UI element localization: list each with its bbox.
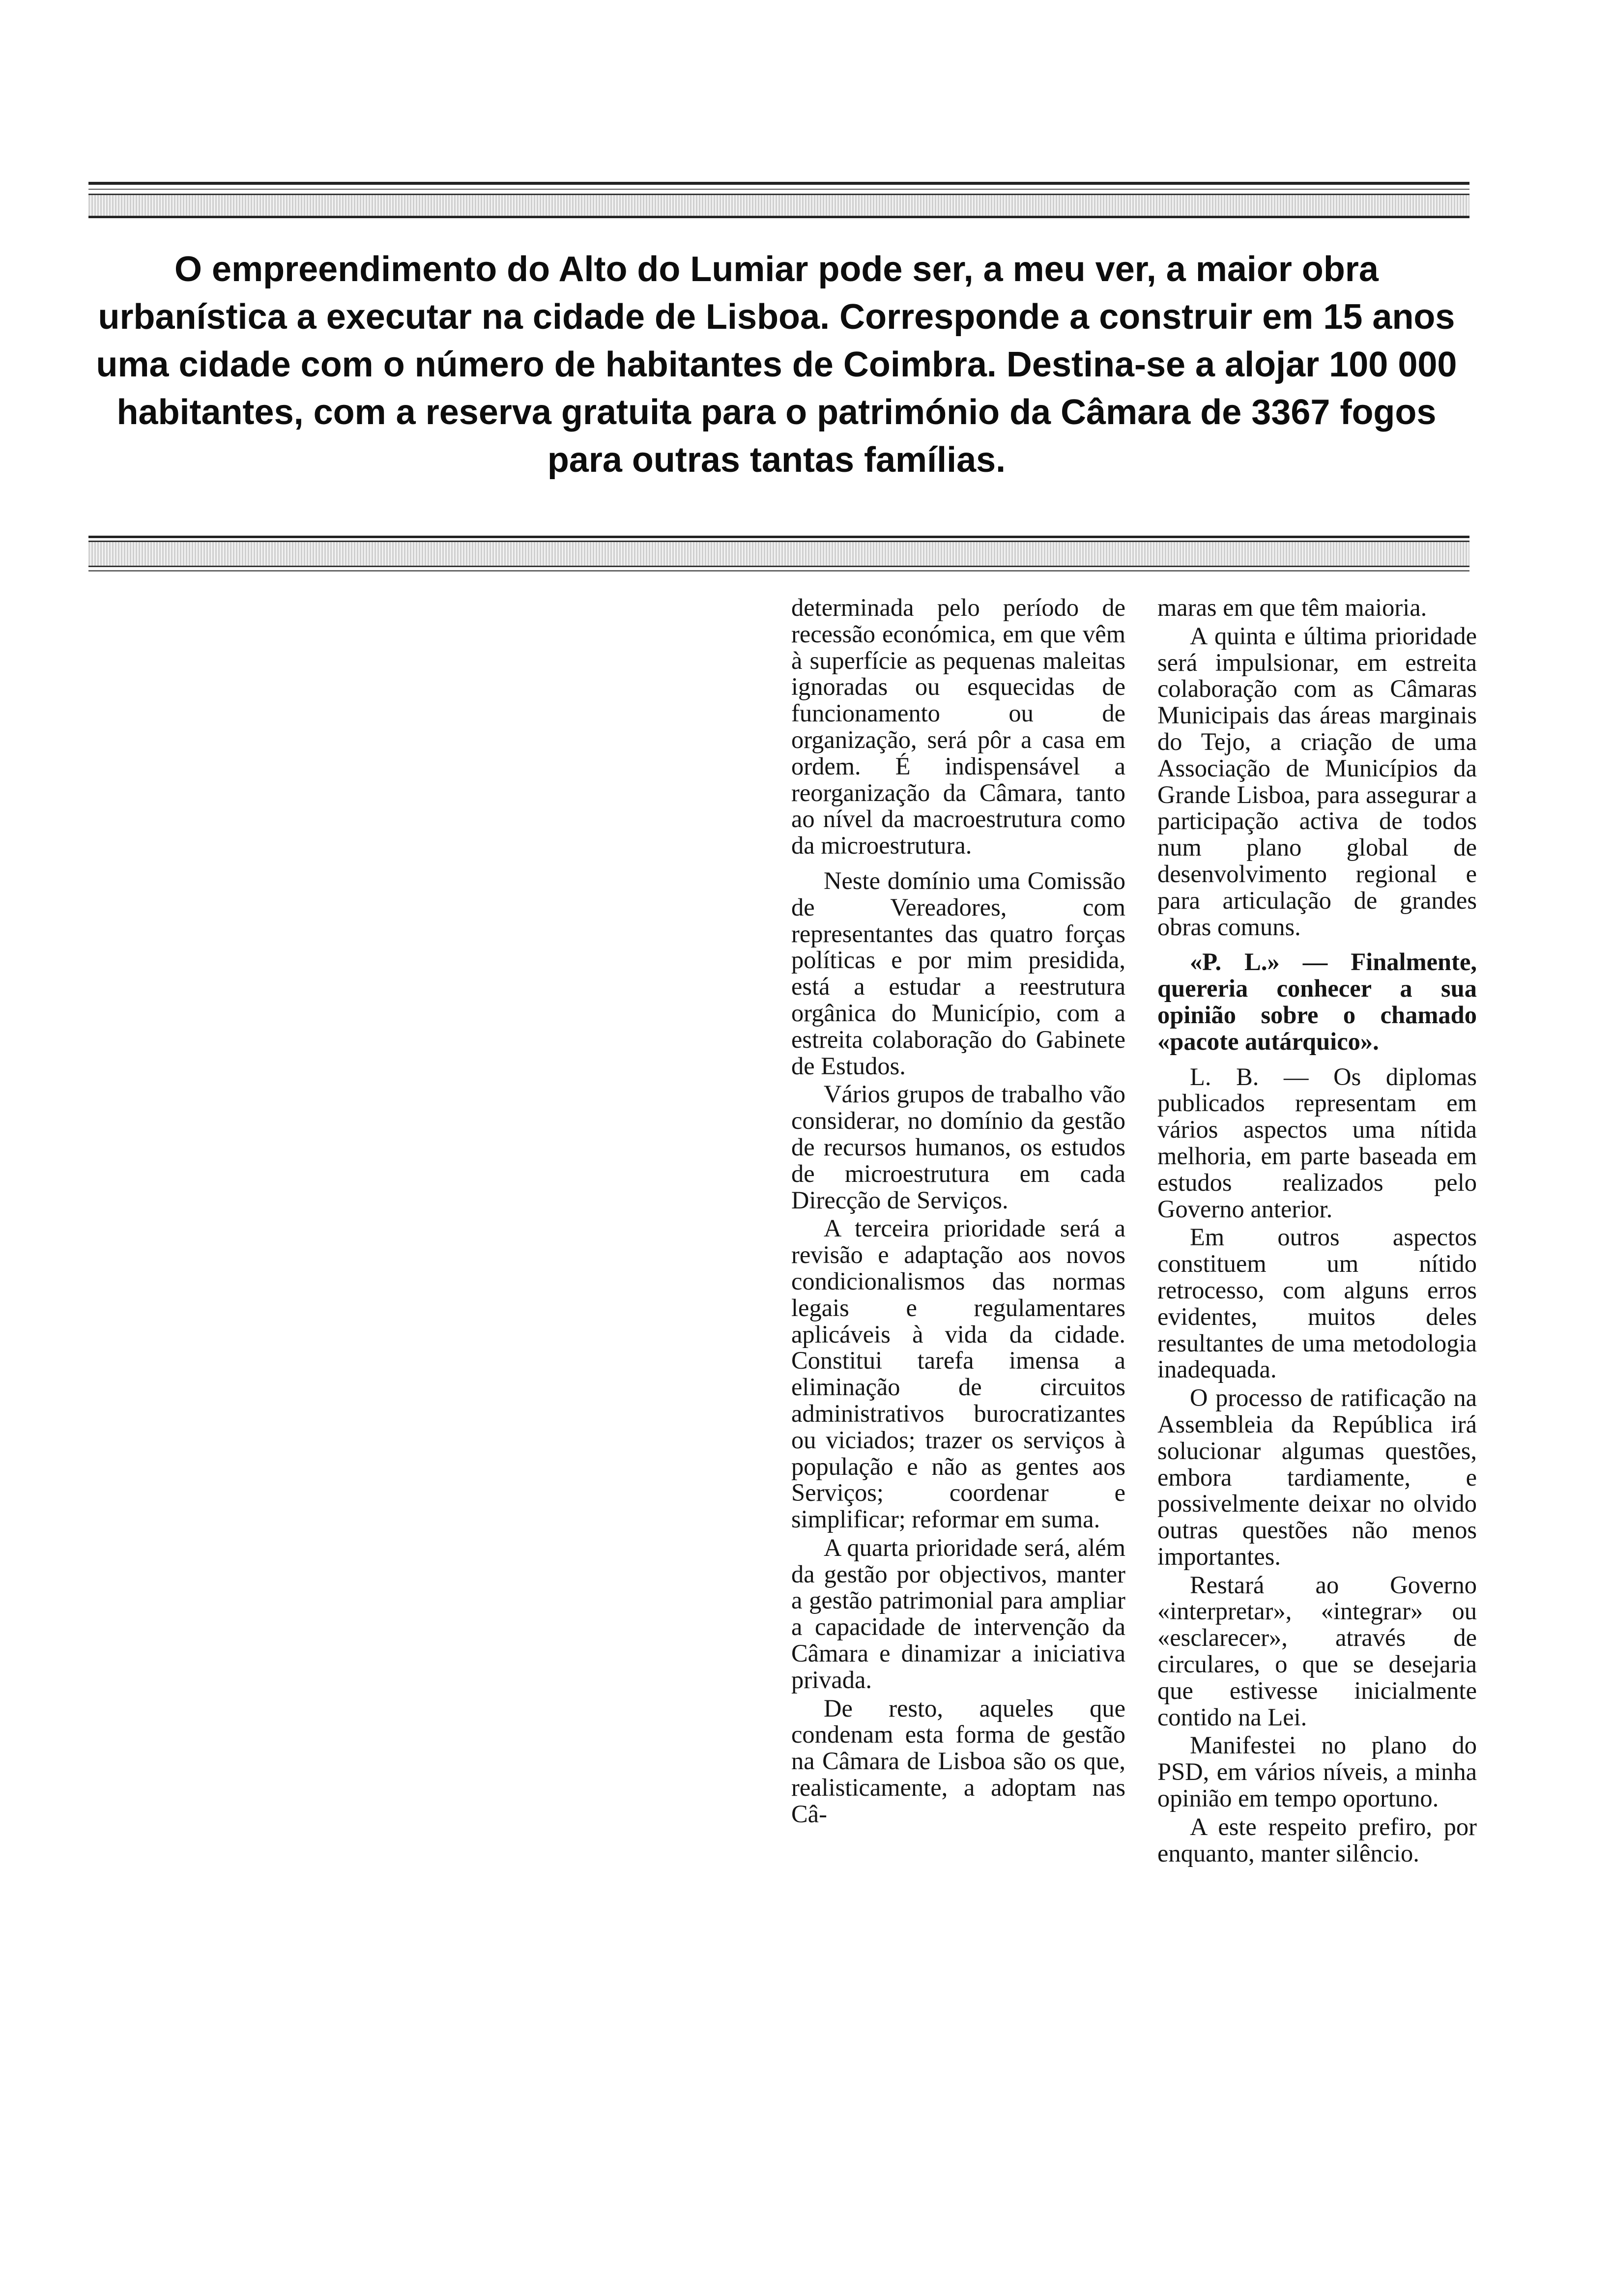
top-rule-thin (88, 189, 1469, 190)
paragraph: maras em que têm maioria. (1157, 594, 1427, 621)
paragraph: Em outros aspectos constituem um nítido retrocesso, com alguns erros evidentes, muitos deles resultantes de uma metodologia inadequada. (1157, 1223, 1477, 1383)
paragraph: A quarta prioridade será, além da gestão por objectivos, manter a gestão patrimonial para ampliar a capacidade de intervenção da Câmara e dinamizar a iniciativa privada. (791, 1533, 1125, 1693)
interview-answer: L. B. — Os diplomas publicados representam em vários aspectos uma nítida melhoria, em parte baseada em estudos realizados pelo Governo anterior. (1157, 1062, 1477, 1223)
top-shaded-band (88, 194, 1469, 217)
paragraph: A quinta e última prioridade será impulsionar, em estreita colaboração com as Câmaras Municipais das áreas marginais do Tejo, a criação de uma Associação de Municípios da Grande Lisboa, para assegurar a participação activa de todos num plano global de desenvolvimento regional e para articulação de grandes obras comuns. (1157, 622, 1477, 941)
bottom-shaded-band (88, 541, 1469, 567)
article-column-2 (1157, 595, 1477, 1866)
pull-quote: O empreendimento do Alto do Lumiar pode ser, a meu ver, a maior obra urbanística a executar na cidade de Lisboa. Corresponde a construir em 15 anos uma cidade com o número de habitantes de Coimbra. Destina-se a alojar 100 000 habitantes, com a reserva gratuita para o património da Câmara de 3367 fogos para outras tantas famílias. (96, 250, 1457, 480)
interview-question: «P. L.» — Finalmente, quereria conhecer a sua opinião sobre o chamado «pacote autárquico». (1157, 948, 1477, 1055)
paragraph: De resto, aqueles que condenam esta forma de gestão na Câmara de Lisboa são os que, realisticamente, a adoptam nas Câ- (791, 1694, 1125, 1828)
paragraph: A terceira prioridade será a revisão e adaptação aos novos condicionalismos das normas legais e regulamentares aplicáveis à vida da cidade. Constitui tarefa imensa a eliminação de circuitos administrativos burocratizantes ou viciados; trazer os serviços à população e não as gentes aos Serviços; coordenar e simplificar; reformar em suma. (791, 1214, 1125, 1533)
top-rule-lower (88, 216, 1469, 218)
paragraph: determinada pelo período de recessão económica, em que vêm à superfície as pequenas maleitas ignoradas ou esquecidas de funcionamento ou de organização, será pôr a casa em ordem. É indispensável a reorganização da Câmara, tanto ao nível da macroestrutura como da microestrutura. (791, 594, 1125, 860)
paragraph: Neste domínio uma Comissão de Vereadores, com representantes das quatro forças políticas e por mim presidida, está a estudar a reestrutura orgânica do Município, com a estreita colaboração do Gabinete de Estudos. (791, 866, 1125, 1080)
paragraph: O processo de ratificação na Assembleia da República irá solucionar algumas questões, embora tardiamente, e possivelmente deixar no olvido outras questões não menos importantes. (1157, 1384, 1477, 1570)
paragraph: Manifestei no plano do PSD, em vários níveis, a minha opinião em tempo oportuno. (1157, 1731, 1477, 1812)
paragraph: A este respeito prefiro, por enquanto, manter silêncio. (1157, 1812, 1477, 1867)
bottom-rule (88, 536, 1469, 538)
article-column-1 (791, 595, 1125, 1828)
bottom-rule-thin (88, 570, 1469, 572)
paragraph: Vários grupos de trabalho vão considerar, no domínio da gestão de recursos humanos, os estudos de microestrutura em cada Direcção de Serviços. (791, 1080, 1125, 1214)
paragraph: Restará ao Governo «interpretar», «integrar» ou «esclarecer», através de circulares, o que se desejaria que estivesse inicialmente contido na Lei. (1157, 1571, 1477, 1731)
top-rule (88, 182, 1469, 185)
